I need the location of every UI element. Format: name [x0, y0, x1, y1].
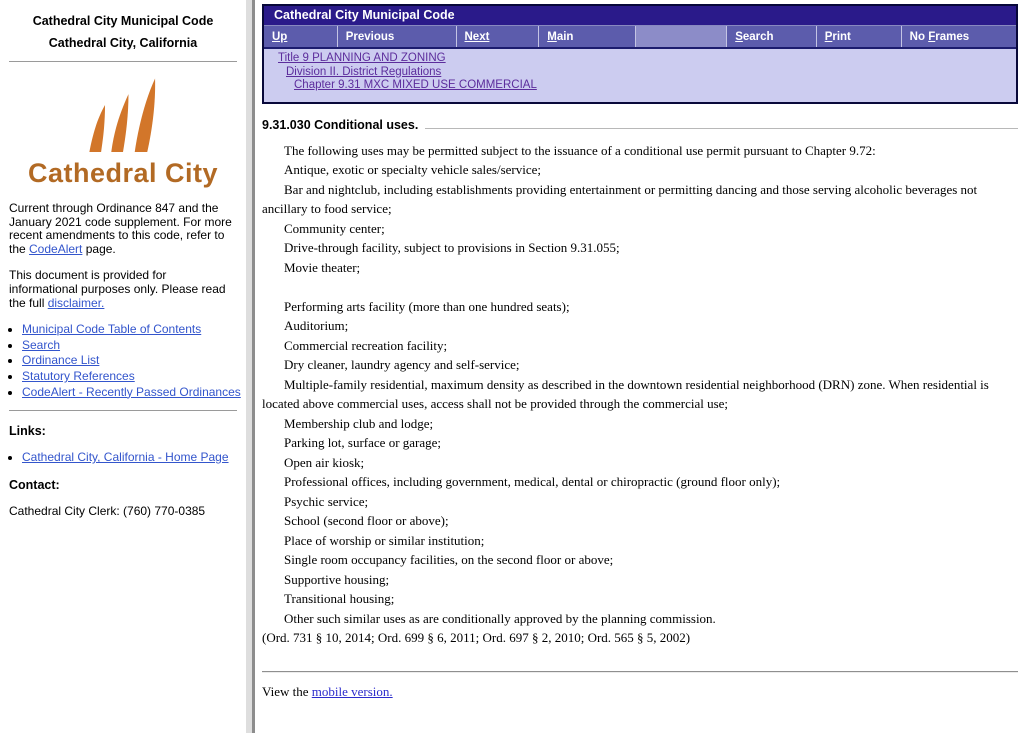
city-logo	[0, 76, 246, 189]
list-item	[22, 323, 246, 337]
body-paragraph: Performing arts facility (more than one hundred seats);	[284, 298, 570, 314]
nav-button-next[interactable]	[457, 26, 540, 47]
body-paragraph: Single room occupancy facilities, on the second floor or above;	[284, 552, 614, 567]
ordinance-note: (Ord. 731 § 10, 2014; Ord. 699 § 6, 2011; Ord. 697 § 2, 2010; Ord. 565 § 5, 2002)	[262, 630, 691, 645]
intro-text-pre: Current through Ordinance 847 and the January 2021 code supplement. For more recent amendments to this code, refer to the	[9, 201, 232, 256]
footer-text-pre: View the	[262, 683, 312, 699]
body-paragraph: Transitional housing;	[284, 591, 395, 606]
code-header	[262, 4, 1018, 104]
sidebar-subtitle: Cathedral City, California	[48, 36, 198, 50]
nav-button-print[interactable]	[817, 26, 902, 47]
sidebar-link-ordinance-list[interactable]: Ordinance List	[22, 353, 100, 368]
nav-button-main[interactable]	[539, 26, 636, 47]
list-item	[22, 339, 246, 353]
body-paragraph: Place of worship or similar institution;	[284, 532, 485, 548]
body-paragraph: Professional offices, including government, medical, dental or chiropractic (ground floor only);	[284, 474, 781, 489]
body-paragraph: Commercial recreation facility;	[284, 337, 448, 353]
body-paragraph: Antique, exotic or specialty vehicle sales/service;	[284, 162, 542, 177]
body-paragraph: Dry cleaner, laundry agency and self-service;	[284, 357, 520, 372]
external-link-cathedral-city-california-home-page[interactable]: Cathedral City, California - Home Page	[22, 450, 229, 465]
nav-button-previous[interactable]	[338, 26, 457, 47]
nav-button-no-frames[interactable]	[902, 26, 1016, 47]
disclaimer-link[interactable]: disclaimer.	[47, 295, 105, 310]
breadcrumb-level-1	[264, 52, 1016, 66]
breadcrumb-link[interactable]: Title 9 PLANNING AND ZONING	[278, 52, 446, 64]
footer-note	[262, 684, 1018, 700]
section-heading	[262, 118, 1018, 132]
sidebar-divider-bottom	[9, 410, 237, 411]
blank-line	[262, 277, 1018, 297]
body-paragraph: Multiple-family residential, maximum density as described in the downtown residential neighborhood (DRN) zone. When residential is located above commercial uses, access shall not be provided through the commercial use;	[262, 376, 989, 411]
section-body	[262, 141, 1018, 629]
list-item	[22, 451, 246, 465]
footer-divider	[262, 671, 1018, 673]
body-paragraph: Psychic service;	[284, 493, 369, 509]
body-paragraph: The following uses may be permitted subject to the issuance of a conditional use permit pursuant to Chapter 9.72:	[284, 142, 876, 158]
sidebar-link-statutory-references[interactable]: Statutory References	[22, 368, 135, 383]
list-item	[22, 370, 246, 384]
sidebar-title: Cathedral City Municipal Code	[32, 14, 214, 28]
body-paragraph: Open air kiosk;	[284, 454, 365, 470]
mobile-version-link[interactable]: mobile version.	[311, 683, 393, 699]
nav-link-previous[interactable]: Previous	[345, 31, 395, 43]
sidebar-link-codealert-recently-passed-ordinances[interactable]: CodeAlert - Recently Passed Ordinances	[22, 384, 241, 399]
sidebar-nav-list	[22, 323, 246, 399]
body-paragraph: Movie theater;	[284, 259, 361, 275]
sidebar-link-search[interactable]: Search	[22, 337, 61, 352]
nav-button-up[interactable]	[264, 26, 338, 47]
breadcrumbs	[264, 49, 1016, 102]
nav-link-no-frames[interactable]: No Frames	[909, 31, 970, 43]
city-logo-spires-icon	[80, 76, 166, 156]
intro-text-post: page.	[82, 241, 116, 256]
breadcrumb-link[interactable]: Chapter 9.31 MXC MIXED USE COMMERCIAL	[294, 79, 537, 91]
body-paragraph: Membership club and lodge;	[284, 415, 434, 431]
contact-heading: Contact:	[9, 477, 60, 492]
sidebar-link-municipal-code-table-of-contents[interactable]: Municipal Code Table of Contents	[22, 322, 202, 337]
section-heading-text: 9.31.030 Conditional uses.	[262, 117, 419, 132]
body-paragraph: Other such similar uses as are conditionally approved by the planning commission.	[284, 610, 716, 626]
sidebar-intro-text	[9, 202, 237, 256]
sidebar-divider-top	[9, 61, 237, 62]
frame-divider[interactable]	[246, 0, 256, 733]
contact-text: Cathedral City Clerk: (760) 770-0385	[9, 503, 206, 518]
nav-button-search[interactable]	[727, 26, 816, 47]
sidebar	[0, 0, 246, 733]
nav-link-search[interactable]: Search	[735, 31, 774, 43]
header-title: Cathedral City Municipal Code	[264, 6, 1016, 26]
codealert-link[interactable]: CodeAlert	[29, 241, 83, 256]
nav-link-main[interactable]: Main	[547, 31, 574, 43]
breadcrumb-level-3	[264, 79, 1016, 93]
nav-link-up[interactable]: Up	[272, 31, 288, 43]
body-paragraph: Parking lot, surface or garage;	[284, 435, 442, 450]
list-item	[22, 386, 246, 400]
links-heading: Links:	[9, 424, 46, 439]
body-paragraph: Auditorium;	[284, 318, 349, 333]
body-paragraph: Drive-through facility, subject to provisions in Section 9.31.055;	[284, 240, 620, 255]
body-paragraph: Supportive housing;	[284, 571, 390, 587]
nav-link-next[interactable]: Next	[464, 31, 490, 43]
sidebar-disclaimer-text	[9, 269, 237, 310]
breadcrumb-level-2	[264, 66, 1016, 80]
body-paragraph: Community center;	[284, 220, 385, 236]
city-logo-text: Cathedral City	[27, 158, 219, 188]
header-nav	[264, 26, 1016, 49]
nav-link-print[interactable]: Print	[824, 31, 851, 43]
breadcrumb-link[interactable]: Division II. District Regulations	[286, 65, 442, 78]
disclaimer-text-pre: This document is provided for informational purposes only. Please read the full	[9, 268, 226, 310]
body-paragraph: School (second floor or above);	[284, 513, 449, 528]
external-links-list	[22, 451, 246, 465]
main-content	[256, 0, 1024, 733]
body-paragraph: Bar and nightclub, including establishments providing entertainment or permitting dancing and those serving alcoholic beverages not ancillary to food service;	[262, 181, 978, 216]
nav-spacer	[636, 26, 727, 47]
list-item	[22, 354, 246, 368]
